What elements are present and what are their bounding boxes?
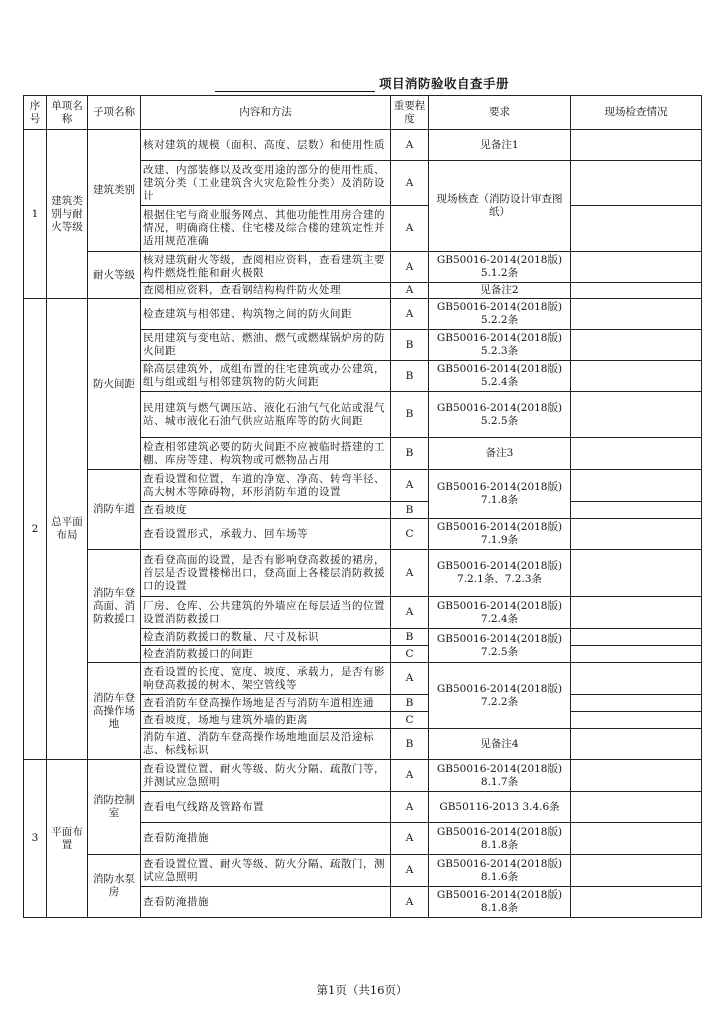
row-requirement: GB50116-2013 3.4.6条 [429,792,571,823]
row-importance: C [391,646,429,663]
row-content: 查看防淹措施 [141,887,391,918]
header-content: 内容和方法 [141,96,391,130]
row-content: 查看登高面的设置，是否有影响登高救援的裙房，首层是否设置楼梯出口，登高面上各楼层消防救援口的设置 [141,550,391,597]
row-content: 改建、内部装修以及改变用途的部分的使用性质、建筑分类（工业建筑含火灾危险性分类）及消防设计 [141,161,391,206]
row-onsite-cell[interactable] [571,502,702,519]
row-content: 根据住宅与商业服务网点、其他功能性用房合建的情况，明确商住楼、住宅楼及综合楼的建筑定性并适用规范准确 [141,206,391,252]
row-onsite-cell[interactable] [571,792,702,823]
section-name: 建筑类别与耐火等级 [47,130,88,299]
header-importance: 重要程度 [391,96,429,130]
row-requirement: GB50016-2014(2018版) 7.2.1条、7.2.3条 [429,550,571,597]
row-content: 民用建筑与变电站、燃油、燃气或燃煤锅炉房的防火间距 [141,330,391,361]
row-content: 检查相邻建筑必要的防火间距不应被临时搭建的工棚、库房等建、构筑物或可燃物品占用 [141,438,391,470]
row-importance: A [391,760,429,792]
row-onsite-cell[interactable] [571,629,702,646]
row-onsite-cell[interactable] [571,550,702,597]
page-footer: 第1页（共16页） [316,983,408,997]
row-content: 除高层建筑外，成组布置的住宅建筑或办公建筑，组与组或组与相邻建筑物的防火间距 [141,361,391,392]
row-importance: A [391,550,429,597]
subitem-name: 消防控制室 [88,760,141,855]
row-content: 消防车道、消防车登高操作场地地面层及沿途标志、标线标识 [141,729,391,760]
row-content: 查看设置和位置，车道的净宽、净高、转弯半径、高大树木等障碍物，环形消防车道的设置 [141,470,391,502]
row-importance: B [391,629,429,646]
row-onsite-cell[interactable] [571,855,702,887]
inspection-table [23,95,702,918]
row-onsite-cell[interactable] [571,330,702,361]
row-content: 查看设置形式，承载力、回车场等 [141,519,391,550]
row-importance: A [391,283,429,299]
row-onsite-cell[interactable] [571,695,702,712]
row-content: 厂房、仓库、公共建筑的外墙应在每层适当的位置设置消防救援口 [141,597,391,629]
row-content: 查看坡度，场地与建筑外墙的距离 [141,712,391,729]
subitem-name: 消防水泵房 [88,855,141,918]
row-requirement: GB50016-2014(2018版) 5.2.3条 [429,330,571,361]
row-onsite-cell[interactable] [571,729,702,760]
row-requirement: GB50016-2014(2018版) 7.1.9条 [429,519,571,550]
table-row [24,663,702,695]
section-name: 平面布置 [47,760,88,918]
row-onsite-cell[interactable] [571,470,702,502]
row-onsite-cell[interactable] [571,252,702,283]
row-importance: A [391,206,429,252]
row-content: 检查消防救援口的间距 [141,646,391,663]
row-content: 民用建筑与燃气调压站、液化石油气气化站或混气站、城市液化石油气供应站瓶库等的防火间距 [141,392,391,438]
row-importance: B [391,695,429,712]
row-importance: C [391,519,429,550]
row-onsite-cell[interactable] [571,283,702,299]
row-importance: A [391,130,429,161]
table-row [24,550,702,597]
header-seq: 序号 [24,96,47,130]
table-row [24,760,702,792]
row-onsite-cell[interactable] [571,646,702,663]
row-importance: A [391,597,429,629]
row-requirement: 备注3 [429,438,571,470]
row-content: 核对建筑的规模（面积、高度、层数）和使用性质 [141,130,391,161]
row-requirement: GB50016-2014(2018版) 8.1.7条 [429,760,571,792]
document-title [0,74,724,92]
row-onsite-cell[interactable] [571,823,702,855]
row-content: 查看设置位置、耐火等级、防火分隔、疏散门，测试应急照明 [141,855,391,887]
row-requirement: GB50016-2014(2018版) 7.2.5条 [429,629,571,663]
row-importance: A [391,887,429,918]
subitem-name: 建筑类别 [88,130,141,252]
row-onsite-cell[interactable] [571,206,702,252]
section-seq: 2 [24,299,47,760]
row-content: 检查消防救援口的数量、尺寸及标识 [141,629,391,646]
row-content: 查看设置的长度、宽度、坡度、承载力，是否有影响登高救援的树木、架空管线等 [141,663,391,695]
row-importance: A [391,252,429,283]
row-importance: A [391,299,429,330]
row-onsite-cell[interactable] [571,299,702,330]
row-onsite-cell[interactable] [571,392,702,438]
row-requirement: 现场核查（消防设计审查图纸） [429,161,571,252]
row-onsite-cell[interactable] [571,161,702,206]
row-onsite-cell[interactable] [571,663,702,695]
table-header-row [24,96,702,130]
document-title-text: 项目消防验收自查手册 [378,76,509,91]
header-unit: 单项名称 [47,96,88,130]
row-requirement: GB50016-2014(2018版) 8.1.8条 [429,887,571,918]
row-onsite-cell[interactable] [571,712,702,729]
row-requirement: GB50016-2014(2018版) 7.2.2条 [429,663,571,729]
row-requirement: GB50016-2014(2018版) 7.2.4条 [429,597,571,629]
table-row [24,130,702,161]
row-content: 查看防淹措施 [141,823,391,855]
row-importance: B [391,361,429,392]
row-content: 核对建筑耐火等级，查阅相应资料，查看建筑主要构件燃烧性能和耐火极限 [141,252,391,283]
row-importance: A [391,663,429,695]
row-onsite-cell[interactable] [571,438,702,470]
row-requirement: GB50016-2014(2018版) 7.1.8条 [429,470,571,519]
header-requirement: 要求 [429,96,571,130]
section-seq: 3 [24,760,47,918]
row-content: 查看电气线路及管路布置 [141,792,391,823]
row-requirement: GB50016-2014(2018版) 5.2.2条 [429,299,571,330]
row-requirement: GB50016-2014(2018版) 5.1.2条 [429,252,571,283]
row-importance: B [391,438,429,470]
row-onsite-cell[interactable] [571,597,702,629]
row-content: 查阅相应资料，查看钢结构构件防火处理 [141,283,391,299]
row-requirement: 见备注4 [429,729,571,760]
row-importance: A [391,161,429,206]
row-importance: A [391,823,429,855]
table-row [24,252,702,283]
table-row [24,470,702,502]
subitem-name: 消防车登高面、消防救援口 [88,550,141,663]
table-row [24,299,702,330]
header-onsite: 现场检查情况 [571,96,702,130]
row-onsite-cell[interactable] [571,760,702,792]
row-importance: A [391,855,429,887]
row-content: 检查建筑与相邻建、构筑物之间的防火间距 [141,299,391,330]
row-requirement: GB50016-2014(2018版) 8.1.6条 [429,855,571,887]
row-importance: A [391,792,429,823]
subitem-name: 耐火等级 [88,252,141,299]
project-name-blank [215,79,375,92]
row-content: 查看坡度 [141,502,391,519]
row-content: 查看消防车登高操作场地是否与消防车道相连通 [141,695,391,712]
header-sub: 子项名称 [88,96,141,130]
row-importance: B [391,330,429,361]
row-onsite-cell[interactable] [571,519,702,550]
row-onsite-cell[interactable] [571,361,702,392]
row-importance: B [391,502,429,519]
row-requirement: 见备注1 [429,130,571,161]
table-row [24,855,702,887]
row-onsite-cell[interactable] [571,130,702,161]
row-requirement: 见备注2 [429,283,571,299]
row-onsite-cell[interactable] [571,887,702,918]
row-importance: C [391,712,429,729]
row-requirement: GB50016-2014(2018版) 5.2.5条 [429,392,571,438]
row-requirement: GB50016-2014(2018版) 8.1.8条 [429,823,571,855]
row-importance: A [391,470,429,502]
row-importance: B [391,392,429,438]
row-requirement: GB50016-2014(2018版) 5.2.4条 [429,361,571,392]
section-seq: 1 [24,130,47,299]
row-importance: B [391,729,429,760]
section-name: 总平面布局 [47,299,88,760]
subitem-name: 防火间距 [88,299,141,470]
row-content: 查看设置位置、耐火等级、防火分隔、疏散门等，并测试应急照明 [141,760,391,792]
subitem-name: 消防车登高操作场地 [88,663,141,760]
subitem-name: 消防车道 [88,470,141,550]
